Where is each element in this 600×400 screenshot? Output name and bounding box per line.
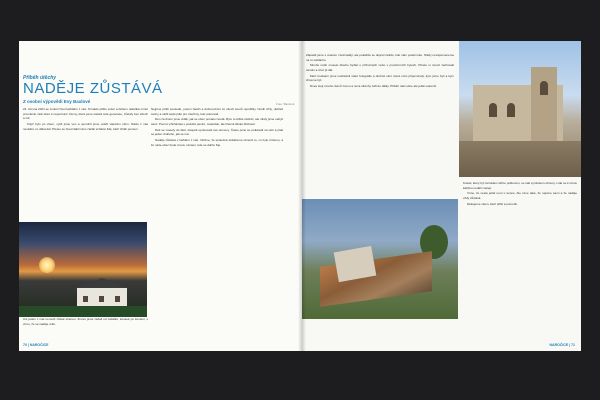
paragraph: Dnes stojí mnoho domů znovu a nové střechy září do dálky. Příběh naší obce ale ještě nekončí. [310, 84, 438, 89]
right-column-2 [463, 181, 577, 345]
right-column-1 [306, 53, 454, 223]
paragraph: Děkujeme všem, kteří přišli a pomohli. [467, 201, 518, 206]
left-column-2 [151, 107, 283, 341]
article-subtitle: Z osobní výpovědi Evy Baxlové [23, 99, 91, 104]
page-number-right: NAROČICE | 71 [549, 343, 575, 347]
right-page [302, 41, 581, 351]
paragraph: 24. června 2021 se změnil život každého z nás. Tornádo přišlo večer a během několika minut proměnilo naši obec k nepoznání. Domy, které jsme stavěli celé generace, zůstaly bez střech a zdí. [23, 107, 148, 121]
page-number-left: 70 | NAROČICE [23, 343, 49, 347]
damaged-church-photo [459, 41, 581, 177]
paragraph: Děti se vracely do škol, dospělí opravovali své domovy. Často jsme se potkávali na ulici a ptali se jeden druhého, jak se má. [151, 127, 283, 137]
paragraph: Mnoho rodin muselo dlouho bydlet u příbuzných nebo v provizorních bytech. Přesto si mnozí zachovali úsměv a chuť jít dál. [306, 63, 454, 72]
church-tower-shape [531, 67, 557, 145]
ground-shape [19, 306, 147, 317]
church-window-shape [507, 103, 515, 117]
paragraph: Když bylo po všem, vyšli jsme ven a nemohli jsme uvěřit vlastním očím. Nikdo z nás nevěděl, co dělat dál. Přesto se hned další ráno začali scházet lidé, kteří chtěli pomoci. [23, 121, 148, 131]
paragraph: Naděje zůstává v každém z nás. Věříme, že společně dokážeme obnovit to, co bylo zničeno, a že naše obec bude znovu místem, kde se dobře žije. [151, 138, 283, 147]
window-shape [99, 296, 104, 302]
window-shape [115, 296, 120, 302]
rubble-shape [459, 141, 581, 177]
article-kicker: Příběh útěchy [23, 75, 57, 81]
sunset-house-photo [19, 222, 147, 317]
paragraph: Mezi troskami jsme nacházeli staré fotografie a drobné věci, které nám připomínaly, kým jsme byli a kým chceme být. [306, 73, 454, 83]
church-window-shape [489, 103, 497, 117]
paragraph: Den za dnem jsme viděli, jak se obec pomalu zvedá. Bylo to těžké období, ale nikdy jsme nebyli sami. Pomoc přicházela v podobě peněz, materiálu, ale hlavně lidské blízkosti. [151, 117, 283, 126]
paragraph: Zápasili jsme s únavou i beznadějí, ale pokaždé se objevil někdo, kdo nám podal ruku. Nikdy nezapomeneme na tu solidaritu. [306, 53, 454, 62]
storm-damage-photo [302, 199, 458, 319]
left-column-1-bottom [23, 317, 148, 341]
magazine-spine [298, 41, 306, 351]
church-window-shape [540, 81, 548, 95]
photo-credit: Foto: Baxlová [276, 102, 295, 106]
paragraph: Kostel, který byl tornádem těžce poškozen, se stal symbolem obnovy. Lidé se k němu každou neděli vracejí. [463, 181, 577, 190]
window-shape [83, 296, 88, 302]
paragraph: Ani jeden z nás nemohl zůstat stranou. Znovu jsme začali od začátku, kousek po kousku, s vírou, že se naděje vrátí. [23, 317, 148, 326]
sun-shape [39, 257, 55, 273]
paragraph: Víme, že cesta ještě není u konce. Ale víme také, že nejsme sami a že naděje vždy zůstává. [463, 191, 577, 200]
left-column-1 [23, 107, 148, 221]
left-page [19, 41, 302, 351]
article-title: NADĚJE ZŮSTÁVÁ [23, 80, 163, 97]
paragraph: Nejprve přišli sousedé, potom hasiči a dobrovolníci ze všech koutů republiky. Nosili cihly, uklízeli sutiny a vařili teplé jídlo pro všechny, kdo pracovali. [151, 107, 283, 116]
